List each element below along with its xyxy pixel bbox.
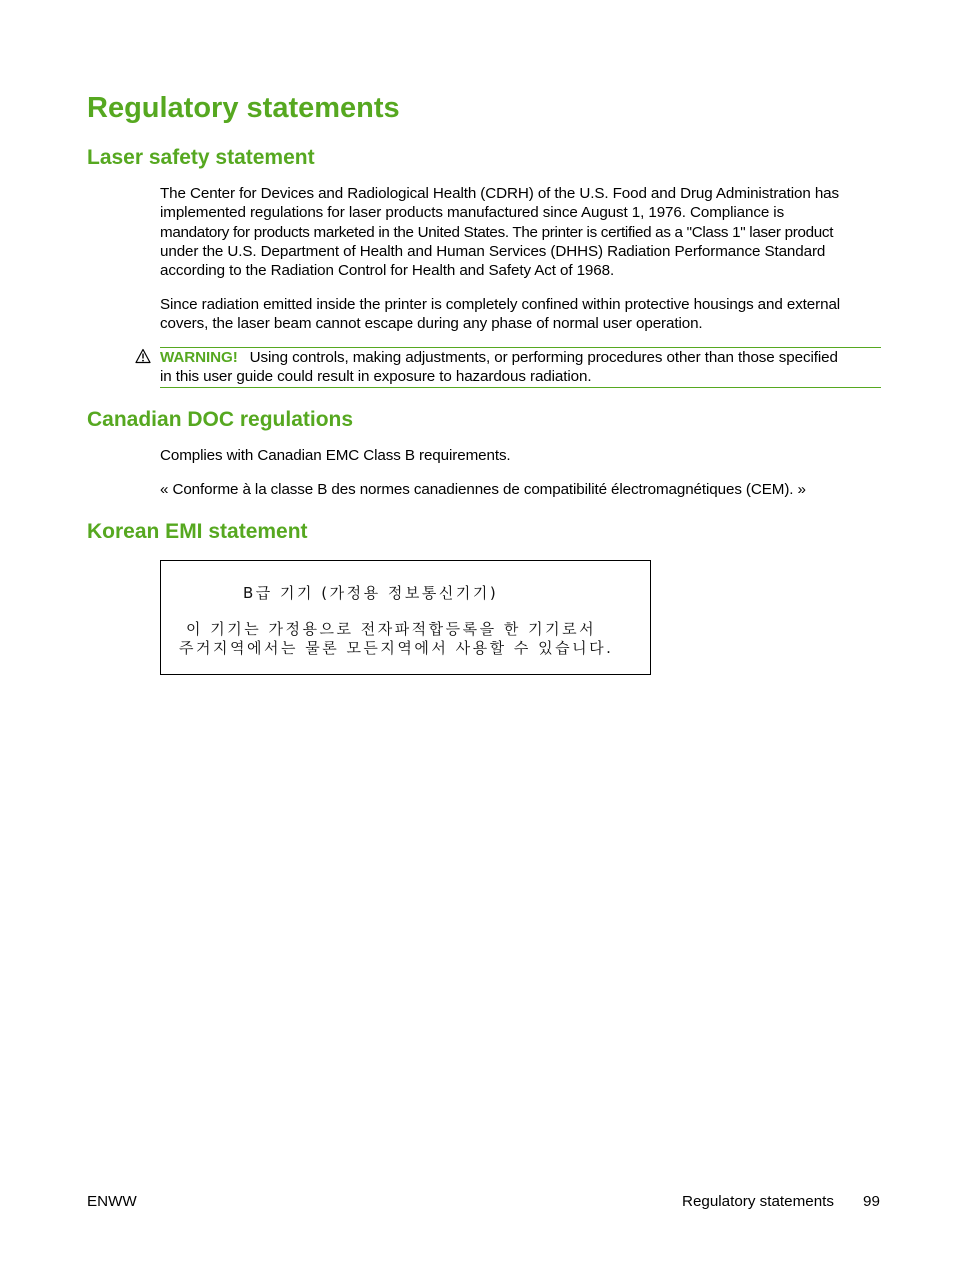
korean-line-2: 이 기기는 가정용으로 전자파적합등록을 한 기기로서 [186,620,597,638]
warning-line [160,348,885,367]
section-heading-canadian: Canadian DOC regulations [87,408,354,431]
text-line: according to the Radiation Control for Health and Safety Act of 1968. [160,262,615,280]
section-heading-laser: Laser safety statement [87,146,315,169]
warning-text [160,348,885,387]
text-line: covers, the laser beam cannot escape during any phase of normal user operation. [160,315,703,333]
korean-line-3: 주거지역에서는 물론 모든지역에서 사용할 수 있습니다. [179,639,614,657]
warning-line-2: in this user guide could result in exposure to hazardous radiation. [160,368,592,386]
text-line: Since radiation emitted inside the printer is completely confined within protective housings and external [160,296,841,313]
canadian-paragraph-2: « Conforme à la classe B des normes canadiennes de compatibilité électromagnétiques (CEM). » [160,481,806,498]
warning-line-1: Using controls, making adjustments, or performing procedures other than those specified [249,349,838,366]
text-line: implemented regulations for laser products manufactured since August 1, 1976. Compliance is [160,204,785,222]
text-line: under the U.S. Department of Health and Human Services (DHHS) Radiation Performance Standard [160,242,826,260]
laser-paragraph-1 [160,184,885,280]
warning-callout [160,347,881,388]
page-title: Regulatory statements [87,92,400,124]
section-heading-korean: Korean EMI statement [87,520,308,543]
text-line: mandatory for products marketed in the United States. The printer is certified as a "Class 1" laser product [160,223,834,241]
footer-left: ENWW [87,1193,137,1210]
footer-page-number: 99 [863,1193,880,1210]
warning-label: WARNING! [160,349,238,366]
korean-statement-box [160,560,651,675]
canadian-paragraph-1: Complies with Canadian EMC Class B requirements. [160,447,511,464]
footer-section: Regulatory statements [682,1193,834,1210]
laser-paragraph-2 [160,295,885,334]
warning-triangle-icon [135,348,151,364]
text-line: The Center for Devices and Radiological Health (CDRH) of the U.S. Food and Drug Administration has [160,185,840,202]
korean-line-1: B급 기기 (가정용 정보통신기기) [243,584,499,602]
